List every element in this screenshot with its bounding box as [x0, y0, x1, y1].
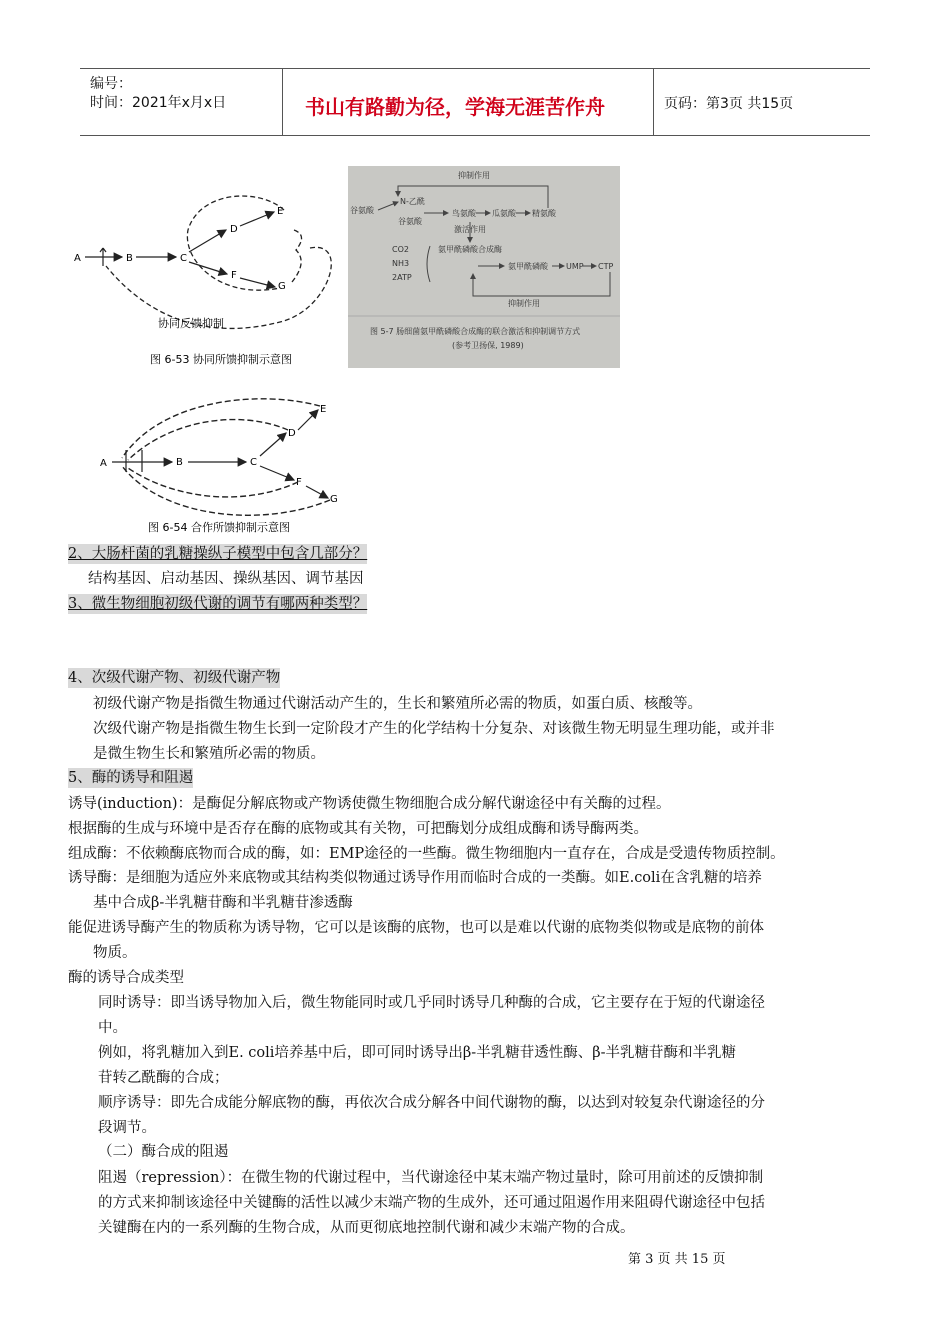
constitutive-enzyme: 组成酶：不依赖酶底物而合成的酶，如：EMP途径的一些酶。微生物细胞内一直存在，合成是受遗传物质控制。 — [68, 846, 785, 862]
inducer-line2: 物质。 — [93, 945, 137, 961]
fig54-arrow-d-e — [298, 410, 318, 430]
fig57-activation-label: 激活作用 — [454, 225, 486, 234]
fig53-caption: 图 6-53 协同所馈抑制示意图 — [150, 353, 292, 366]
fig57-citrulline: 瓜氨酸 — [492, 209, 516, 218]
repression-line2: 的方式来抑制该途径中关键酶的活性以减少末端产物的生成外，还可通过阻遏作用来阻碍代谢途径中包括 — [98, 1195, 765, 1211]
page-header — [80, 68, 870, 136]
q4-paragraph-primary: 初级代谢产物是指微生物通过代谢活动产生的，生长和繁殖所必需的物质，如蛋白质、核酸等。 — [93, 696, 702, 712]
inducer-line1: 能促进诱导酶产生的物质称为诱导物，它可以是该酶的底物，也可以是难以代谢的底物类似物或是底物的前体 — [68, 920, 764, 936]
simultaneous-induction-line2: 中。 — [98, 1020, 127, 1036]
page-footer-number: 第 3 页 共 15 页 — [628, 1252, 726, 1267]
fig53-node-a: A — [74, 253, 81, 264]
fig57-co2: CO2 — [392, 245, 409, 254]
fig53-brace — [292, 230, 302, 282]
header-page-cell — [654, 69, 870, 135]
document-number-label: 编号： — [90, 76, 132, 92]
question-4: 4、次级代谢产物、初级代谢产物 — [68, 670, 281, 686]
fig54-node-f: F — [296, 477, 302, 488]
q4-paragraph-secondary-line1: 次级代谢产物是指微生物生长到一定阶段才产生的化学结构十分复杂、对该微生物无明显生理功能，或并非 — [93, 721, 775, 737]
fig57-arginine: 精氨酸 — [532, 209, 556, 218]
induction-definition: 诱导(induction)：是酶促分解底物或产物诱使微生物细胞合成分解代谢途径中有关酶的过程。 — [68, 796, 671, 812]
fig57-n-acetyl: N-乙酰 — [400, 197, 425, 206]
document-date-label: 时间：2021年x月x日 — [90, 95, 227, 111]
fig53-feedback-label: 协同反馈抑制 — [158, 317, 224, 330]
header-meta-cell — [80, 69, 283, 135]
fig57-caption: 图 5-7 肠细菌氨甲酰磷酸合成酶的联合激活和抑制调节方式 — [370, 327, 581, 336]
sequential-induction-line2: 段调节。 — [98, 1120, 156, 1136]
induction-types-heading: 酶的诱导合成类型 — [68, 970, 184, 986]
fig53-node-d: D — [230, 224, 238, 235]
fig54-feedback-g — [122, 466, 330, 515]
fig54-feedback-d — [128, 420, 288, 460]
fig57-top-inhibit-label: 抑制作用 — [458, 171, 490, 180]
fig53-node-f: F — [231, 270, 237, 281]
fig54-node-c: C — [250, 457, 257, 468]
fig54-node-d: D — [288, 428, 296, 439]
sequential-induction-line1: 顺序诱导：即先合成能分解底物的酶，再依次合成分解各中间代谢物的酶，以达到对较复杂代谢途径的分 — [98, 1095, 765, 1111]
inducible-enzyme-line2: 基中合成β-半乳糖苷酶和半乳糖苷渗透酶 — [93, 895, 353, 911]
fig57-bottom-inhibit-label: 抑制作用 — [508, 299, 540, 308]
fig54-arrow-f-g — [306, 486, 328, 498]
fig57-glutamate-b: 谷氨酸 — [398, 217, 422, 226]
figure-6-54-diagram — [92, 388, 352, 538]
fig53-node-c: C — [180, 253, 187, 264]
header-page-number: 页码：第3页 共15页 — [664, 96, 794, 112]
fig57-ump: UMP — [566, 262, 584, 271]
fig57-carbamoyl-phosphate: 氨甲酰磷酸 — [508, 262, 548, 271]
fig53-node-g: G — [278, 281, 286, 292]
fig57-atp: 2ATP — [392, 273, 412, 282]
repression-heading: （二）酶合成的阻遏 — [98, 1144, 229, 1160]
header-motto-cell — [283, 69, 654, 135]
q4-paragraph-secondary-line2: 是微生物生长和繁殖所必需的物质。 — [93, 746, 325, 762]
fig57-source: (参考卫扬保, 1989) — [452, 341, 524, 350]
repression-line1: 阻遏（repression）：在微生物的代谢过程中，当代谢途径中某末端产物过量时，除可用前述的反馈抑制 — [98, 1170, 764, 1186]
figure-6-53-diagram — [70, 190, 340, 368]
fig54-arrow-c-d — [260, 433, 286, 456]
fig53-arrow-c-f — [189, 262, 227, 274]
question-3: 3、微生物细胞初级代谢的调节有哪两种类型？ — [68, 596, 368, 612]
fig53-arrow-d-e — [240, 212, 274, 226]
repression-line3: 关键酶在内的一系列酶的生物合成，从而更彻底地控制代谢和减少末端产物的合成。 — [98, 1220, 635, 1236]
example-line1: 例如，将乳糖加入到E. coli培养基中后，即可同时诱导出β-半乳糖苷透性酶、β-半乳糖苷酶和半乳糖 — [98, 1045, 736, 1061]
enzyme-classification: 根据酶的生成与环境中是否存在酶的底物或其有关物，可把酶划分成组成酶和诱导酶两类。 — [68, 821, 648, 837]
inducible-enzyme-line1: 诱导酶：是细胞为适应外来底物或其结构类似物通过诱导作用而临时合成的一类酶。如E.coli在含乳糖的培养 — [68, 870, 762, 886]
fig57-glutamate-a: 谷氨酸 — [350, 206, 374, 215]
fig54-node-e: E — [320, 404, 327, 415]
figure-5-7-photo — [348, 166, 620, 368]
fig57-ctp: CTP — [598, 262, 614, 271]
fig54-arrow-c-f — [260, 466, 294, 480]
fig53-arrow-c-d — [189, 230, 226, 252]
simultaneous-induction-line1: 同时诱导：即当诱导物加入后，微生物能同时或几乎同时诱导几种酶的合成，它主要存在于短的代谢途径 — [98, 995, 765, 1011]
fig57-ornithine: 鸟氨酸 — [452, 209, 476, 218]
question-2: 2、大肠杆菌的乳糖操纵子模型中包含几部分？ — [68, 546, 368, 562]
fig57-nh3: NH3 — [392, 259, 410, 268]
fig57-synthase: 氨甲酰磷酸合成酶 — [438, 245, 502, 254]
fig54-node-a: A — [100, 458, 107, 469]
example-line2: 苷转乙酰酶的合成； — [98, 1070, 229, 1086]
fig53-node-e: E — [277, 206, 284, 217]
fig54-caption: 图 6-54 合作所馈抑制示意图 — [148, 521, 290, 534]
fig53-arrow-f-g — [240, 278, 275, 287]
fig54-node-g: G — [330, 494, 338, 505]
fig54-node-b: B — [176, 457, 183, 468]
answer-2: 结构基因、启动基因、操纵基因、调节基因 — [88, 571, 364, 587]
header-motto: 书山有路勤为径，学海无涯苦作舟 — [305, 95, 605, 119]
question-5: 5、酶的诱导和阻遏 — [68, 770, 194, 786]
fig53-node-b: B — [126, 253, 133, 264]
